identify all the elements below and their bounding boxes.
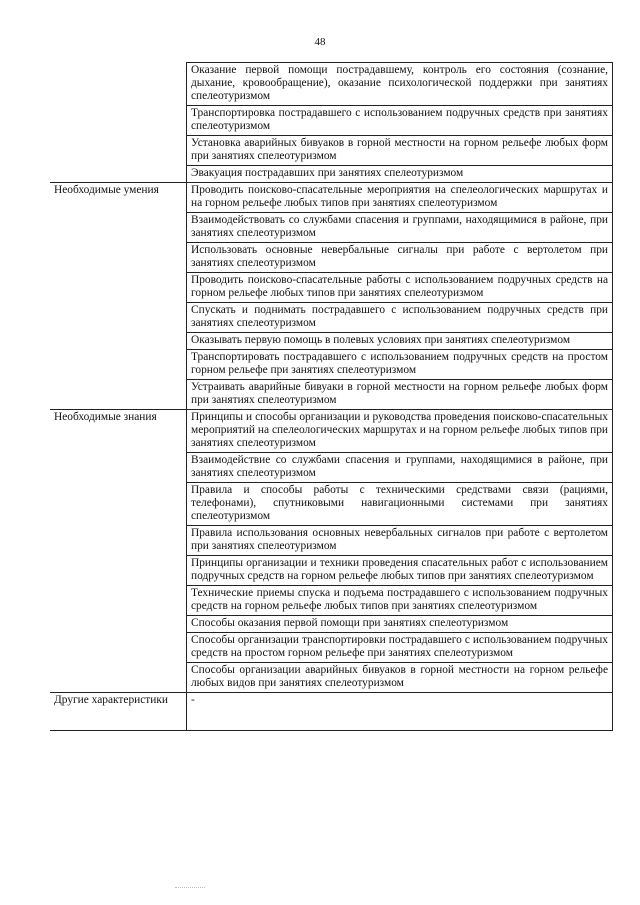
table-row bbox=[50, 183, 613, 213]
row-content: Способы оказания первой помощи при занятиях спелеотуризмом bbox=[187, 616, 613, 633]
row-content: Правила использования основных невербальных сигналов при работе с вертолетом при занятиях спелеотуризмом bbox=[187, 526, 613, 556]
table-row bbox=[50, 63, 613, 106]
row-label: Необходимые знания bbox=[50, 410, 187, 693]
row-content: Оказывать первую помощь в полевых условиях при занятиях спелеотуризмом bbox=[187, 333, 613, 350]
row-content: Устраивать аварийные бивуаки в горной местности на горном рельефе любых форм при занятиях спелеотуризмом bbox=[187, 380, 613, 410]
row-content: Взаимодействовать со службами спасения и группами, находящимися в районе, при занятиях спелеотуризмом bbox=[187, 213, 613, 243]
row-content: Установка аварийных бивуаков в горной местности на горном рельефе любых форм при занятиях спелеотуризмом bbox=[187, 136, 613, 166]
table-row bbox=[50, 693, 613, 731]
row-content: Транспортировка пострадавшего с использованием подручных средств при занятиях спелеотуризмом bbox=[187, 106, 613, 136]
footer-artifact bbox=[175, 887, 205, 889]
row-content: Способы организации аварийных бивуаков в горной местности на горном рельефе любых видов при занятиях спелеотуризмом bbox=[187, 663, 613, 693]
row-label: Другие характеристики bbox=[50, 693, 187, 731]
table-body bbox=[50, 63, 613, 731]
row-content: Взаимодействие со службами спасения и группами, находящимися в районе, при занятиях спелеотуризмом bbox=[187, 453, 613, 483]
row-label: Необходимые умения bbox=[50, 183, 187, 410]
row-content: Правила и способы работы с техническими средствами связи (рациями, телефонами), спутниковыми навигационными системами при занятиях спелеотуризмом bbox=[187, 483, 613, 526]
row-content: Использовать основные невербальные сигналы при работе с вертолетом при занятиях спелеотуризмом bbox=[187, 243, 613, 273]
row-content: - bbox=[187, 693, 613, 731]
row-content: Способы организации транспортировки пострадавшего с использованием подручных средств на простом горном рельефе при занятиях спелеотуризмом bbox=[187, 633, 613, 663]
table-row bbox=[50, 410, 613, 453]
page-number: 48 bbox=[314, 36, 326, 48]
row-label bbox=[50, 63, 187, 183]
row-content: Проводить поисково-спасательные работы с использованием подручных средств на горном рельефе любых типов при занятиях спелеотуризмом bbox=[187, 273, 613, 303]
row-content: Принципы организации и техники проведения спасательных работ с использованием подручных средств на горном рельефе любых типов при занятиях спелеотуризмом bbox=[187, 556, 613, 586]
row-content: Спускать и поднимать пострадавшего с использованием подручных средств при занятиях спелеотуризмом bbox=[187, 303, 613, 333]
row-content: Принципы и способы организации и руководства проведения поисково-спасательных мероприятий на спелеологических маршрутах и на горном рельефе любых типов при занятиях спелеотуризмом bbox=[187, 410, 613, 453]
row-content: Транспортировать пострадавшего с использованием подручных средств на простом горном рельефе при занятиях спелеотуризмом bbox=[187, 350, 613, 380]
row-content: Проводить поисково-спасательные мероприятия на спелеологических маршрутах и на горном рельефе любых типов при занятиях спелеотуризмом bbox=[187, 183, 613, 213]
competency-table bbox=[50, 62, 613, 731]
row-content: Эвакуация пострадавших при занятиях спелеотуризмом bbox=[187, 166, 613, 183]
row-content: Технические приемы спуска и подъема пострадавшего с использованием подручных средств на горном рельефе любых типов при занятиях спелеотуризмом bbox=[187, 586, 613, 616]
row-content: Оказание первой помощи пострадавшему, контроль его состояния (сознание, дыхание, кровообращение), оказание психологической поддержки при занятиях спелеотуризмом bbox=[187, 63, 613, 106]
